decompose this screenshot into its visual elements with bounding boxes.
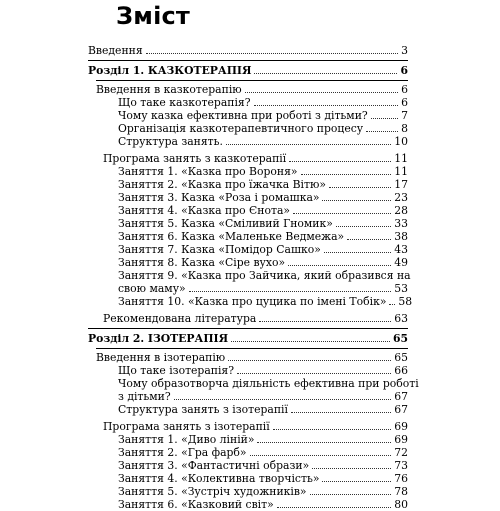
toc-page-number: 38 bbox=[394, 230, 408, 243]
toc-page-number: 28 bbox=[394, 204, 408, 217]
toc-entry-text: Структура занять з ізотерапії bbox=[118, 403, 288, 416]
toc-entry bbox=[118, 217, 408, 230]
toc-page-number: 11 bbox=[394, 152, 408, 165]
toc-entry-text: Заняття 2. «Казка про їжачка Вітю» bbox=[118, 178, 326, 191]
toc-entry bbox=[118, 230, 408, 243]
toc-page-number: 80 bbox=[394, 498, 408, 511]
toc-leader-dots bbox=[189, 291, 392, 292]
toc-entry bbox=[118, 364, 408, 377]
toc-entry bbox=[118, 256, 408, 269]
toc-entry-text: Що таке казкотерапія? bbox=[118, 96, 251, 109]
toc-page-number: 6 bbox=[401, 96, 408, 109]
toc-page-number: 67 bbox=[394, 403, 408, 416]
toc-entry-text: Заняття 8. Казка «Сіре вухо» bbox=[118, 256, 286, 269]
toc-entry bbox=[118, 243, 408, 256]
toc-leader-dots bbox=[231, 341, 390, 342]
toc-page-number: 67 bbox=[394, 390, 408, 403]
toc-entry bbox=[118, 96, 408, 109]
toc-page-number: 58 bbox=[398, 295, 413, 308]
toc-entry-text: Що таке ізотерапія? bbox=[118, 364, 235, 377]
toc-leader-dots bbox=[329, 187, 391, 188]
toc-entry-text: Структура занять. bbox=[118, 135, 223, 148]
toc-page-number: 66 bbox=[394, 364, 408, 377]
toc-page-number: 7 bbox=[401, 109, 408, 122]
toc-page-number: 10 bbox=[394, 135, 408, 148]
section-divider bbox=[96, 80, 408, 81]
toc-entry-text: Заняття 1. «Казка про Вороня» bbox=[118, 165, 298, 178]
toc-entry bbox=[118, 295, 413, 308]
toc-leader-dots bbox=[259, 321, 391, 322]
section-divider bbox=[96, 348, 408, 349]
toc-leader-dots bbox=[347, 239, 391, 240]
toc-leader-dots bbox=[288, 265, 391, 266]
toc-page-number: 72 bbox=[394, 446, 408, 459]
toc-leader-dots bbox=[322, 481, 391, 482]
toc-entry-text: Розділ 2. ІЗОТЕРАПІЯ bbox=[88, 332, 229, 345]
toc-section-1 bbox=[88, 64, 408, 77]
toc-leader-dots bbox=[389, 304, 395, 305]
toc-entry bbox=[118, 433, 408, 446]
toc-subsection bbox=[96, 351, 408, 364]
toc-entry-text: Введення в казкотерапію bbox=[96, 83, 242, 96]
toc-entry-text: Заняття 5. «Зустріч художників» bbox=[118, 485, 307, 498]
toc-subsection bbox=[103, 152, 408, 165]
toc-entry bbox=[118, 135, 408, 148]
toc-entry-text-continued: з дітьми? bbox=[118, 390, 171, 403]
toc-page-number: 33 bbox=[394, 217, 408, 230]
toc-entry bbox=[118, 109, 408, 122]
toc-page-number: 6 bbox=[401, 83, 408, 96]
toc-entry-introduction bbox=[88, 44, 408, 57]
toc-leader-dots bbox=[245, 92, 398, 93]
page-title: Зміст bbox=[116, 2, 191, 30]
toc-page-number: 53 bbox=[394, 282, 408, 295]
toc-page-number: 73 bbox=[394, 459, 408, 472]
toc-leader-dots bbox=[277, 507, 392, 508]
toc-page-number: 78 bbox=[394, 485, 408, 498]
toc-page-number: 6 bbox=[400, 64, 408, 77]
toc-page-number: 43 bbox=[394, 243, 408, 256]
toc-leader-dots bbox=[324, 252, 391, 253]
toc-leader-dots bbox=[254, 105, 399, 106]
toc-entry-text: Програма занять з казкотерапії bbox=[103, 152, 287, 165]
toc-leader-dots bbox=[273, 429, 392, 430]
toc-subsection bbox=[96, 83, 408, 96]
toc-leader-dots bbox=[174, 399, 392, 400]
toc-page-number: 23 bbox=[394, 191, 408, 204]
toc-entry bbox=[118, 178, 408, 191]
toc-leader-dots bbox=[226, 144, 391, 145]
toc-entry-text: Заняття 5. Казка «Сміливий Гномик» bbox=[118, 217, 333, 230]
toc-entry-text: Чому образотворча діяльність ефективна при роботі bbox=[118, 377, 419, 390]
toc-leader-dots bbox=[301, 174, 392, 175]
toc-leader-dots bbox=[293, 213, 391, 214]
toc-entry-text: Заняття 3. «Фантастичні образи» bbox=[118, 459, 310, 472]
toc-entry bbox=[118, 390, 408, 403]
toc-leader-dots bbox=[366, 131, 398, 132]
toc-leader-dots bbox=[254, 73, 397, 74]
toc-entry bbox=[118, 446, 408, 459]
toc-leader-dots bbox=[312, 468, 391, 469]
toc-leader-dots bbox=[310, 494, 392, 495]
toc-entry-text: Введення bbox=[88, 44, 143, 57]
toc-entry bbox=[118, 191, 408, 204]
toc-entry-text: Заняття 7. Казка «Помідор Сашко» bbox=[118, 243, 321, 256]
toc-page-number: 69 bbox=[394, 433, 408, 446]
toc-entry-text: Програма занять з ізотерапії bbox=[103, 420, 270, 433]
toc-entry-text: Організація казкотерапевтичного процесу bbox=[118, 122, 364, 135]
toc-page-number: 63 bbox=[394, 312, 408, 325]
toc-entry-text: Заняття 1. «Диво ліній» bbox=[118, 433, 255, 446]
toc-page-number: 65 bbox=[394, 351, 408, 364]
toc-subsection bbox=[103, 420, 408, 433]
toc-entry-text: Розділ 1. КАЗКОТЕРАПІЯ bbox=[88, 64, 252, 77]
toc-page-number: 17 bbox=[394, 178, 408, 191]
toc-entry-text: Заняття 2. «Гра фарб» bbox=[118, 446, 247, 459]
toc-entry bbox=[118, 459, 408, 472]
toc-leader-dots bbox=[322, 200, 391, 201]
toc-entry-text: Заняття 3. Казка «Роза і ромашка» bbox=[118, 191, 320, 204]
toc-page-number: 49 bbox=[394, 256, 408, 269]
toc-leader-dots bbox=[371, 118, 398, 119]
toc-section-2 bbox=[88, 332, 408, 345]
toc-leader-dots bbox=[257, 442, 391, 443]
toc-entry bbox=[118, 165, 408, 178]
toc-entry-text: Введення в ізотерапію bbox=[96, 351, 226, 364]
toc-entry bbox=[118, 403, 408, 416]
toc-leader-dots bbox=[237, 373, 391, 374]
toc-entry bbox=[118, 204, 408, 217]
toc-entry bbox=[118, 122, 408, 135]
section-divider bbox=[88, 60, 408, 61]
toc-entry-text: Заняття 6. «Казковий світ» bbox=[118, 498, 274, 511]
toc-page-number: 65 bbox=[392, 332, 408, 345]
toc-entry-text: Заняття 4. «Колективна творчість» bbox=[118, 472, 320, 485]
toc-entry bbox=[118, 282, 408, 295]
toc-leader-dots bbox=[146, 53, 398, 54]
toc-page-number: 76 bbox=[394, 472, 408, 485]
toc-page-number: 8 bbox=[401, 122, 408, 135]
toc-leader-dots bbox=[291, 412, 391, 413]
toc-entry-text: Заняття 4. «Казка про Єнота» bbox=[118, 204, 291, 217]
toc-leader-dots bbox=[250, 455, 392, 456]
toc-entry-text: Рекомендована література bbox=[103, 312, 257, 325]
toc-page-number: 69 bbox=[394, 420, 408, 433]
toc-entry-text: Чому казка ефективна при роботі з дітьми? bbox=[118, 109, 368, 122]
toc-subsection bbox=[103, 312, 408, 325]
toc-entry-text: Заняття 6. Казка «Маленьке Ведмежа» bbox=[118, 230, 345, 243]
toc-page-number: 3 bbox=[401, 44, 408, 57]
toc-leader-dots bbox=[228, 360, 391, 361]
toc-entry-text: Заняття 9. «Казка про Зайчика, який образився на bbox=[118, 269, 411, 282]
toc-entry-text: Заняття 10. «Казка про цуцика по імені Тобік» bbox=[118, 295, 387, 308]
toc-page-number: 11 bbox=[394, 165, 408, 178]
section-divider bbox=[88, 328, 408, 329]
toc-entry bbox=[118, 485, 408, 498]
toc-entry bbox=[118, 472, 408, 485]
toc-leader-dots bbox=[336, 226, 391, 227]
toc-leader-dots bbox=[289, 161, 391, 162]
toc-entry-text-continued: свою маму» bbox=[118, 282, 186, 295]
